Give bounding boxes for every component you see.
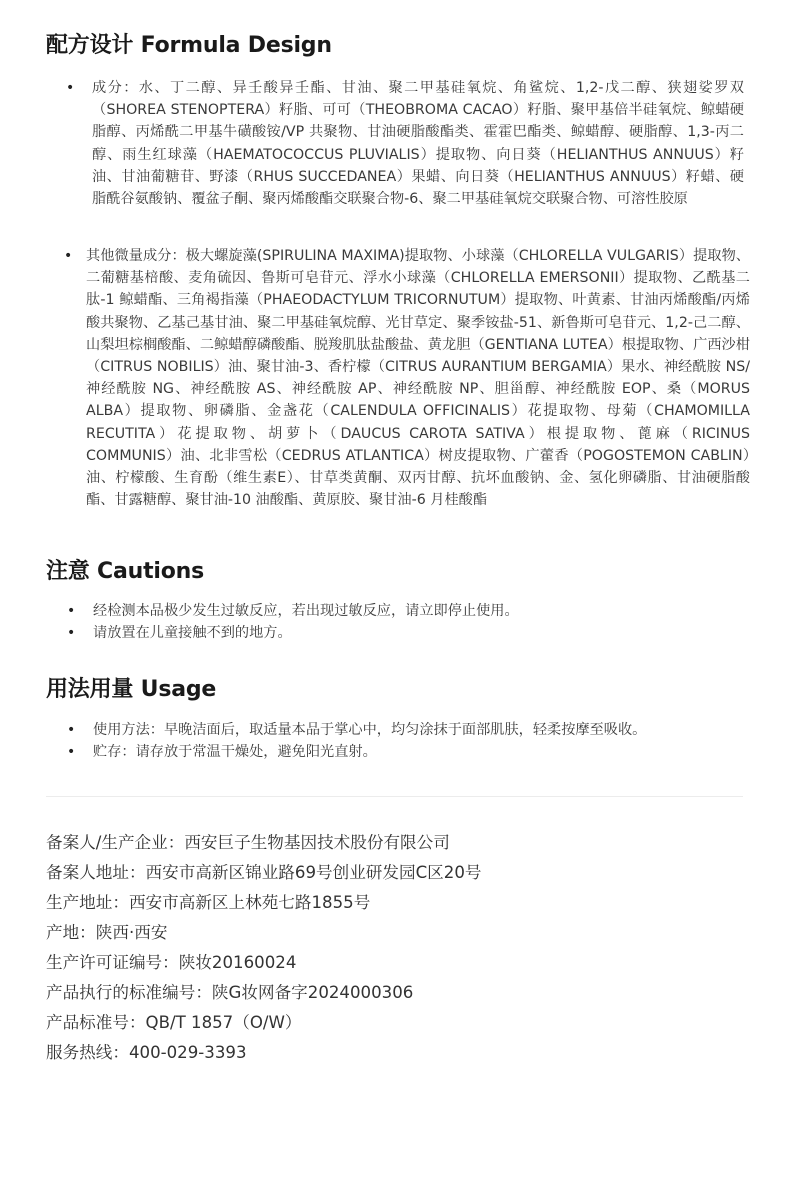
bullet-dot: • bbox=[67, 625, 76, 641]
bullet-dot: • bbox=[67, 722, 76, 738]
caution-item bbox=[67, 622, 743, 644]
info-registrant-address: 备案人地址：西安市高新区锦业路69号创业研发园C区20号 bbox=[46, 863, 482, 882]
info-service-hotline: 服务热线：400-029-3393 bbox=[46, 1043, 247, 1062]
info-registrant: 备案人/生产企业：西安巨子生物基因技术股份有限公司 bbox=[46, 833, 450, 852]
usage-item bbox=[67, 719, 743, 741]
formula-trace-ingredients-item bbox=[64, 245, 750, 511]
bullet-dot: • bbox=[64, 248, 73, 264]
caution-text: 经检测本品极少发生过敏反应，若出现过敏反应，请立即停止使用。 bbox=[93, 603, 519, 619]
usage-section-title: 用法用量 Usage bbox=[46, 677, 217, 702]
info-origin: 产地：陕西·西安 bbox=[46, 923, 168, 942]
formula-ingredients-item bbox=[66, 77, 744, 210]
formula-ingredients-text: 成分：水、丁二醇、异壬酸异壬酯、甘油、聚二甲基硅氧烷、角鲨烷、1,2-戊二醇、狭翅娑罗双（SHOREA STENOPTERA）籽脂、可可（THEOBROMA CACAO）籽脂、聚甲基倍半硅氧烷、鲸蜡硬脂醇、丙烯酰二甲基牛磺酸铵/VP 共聚物、甘油硬脂酸酯类、霍霍巴酯类、鲸蜡醇、硬脂醇、1,3-丙二醇、雨生红球藻（HAEMATOCOCCUS PLUVIALIS）提取物、向日葵（HELIANTHUS ANNUUS）籽油、甘油葡糖苷、野漆（RHUS SUCCEDANEA）果蜡、向日葵（HELIANTHUS ANNUUS）籽蜡、硬脂酰谷氨酸钠、覆盆子酮、聚丙烯酸酯交联聚合物-6、聚二甲基硅氧烷交联聚合物、可溶性胶原 bbox=[92, 80, 744, 208]
usage-item bbox=[67, 741, 743, 763]
formula-trace-ingredients-text: 其他微量成分：极大螺旋藻(SPIRULINA MAXIMA)提取物、小球藻（CHLORELLA VULGARIS）提取物、二葡糖基棓酸、麦角硫因、鲁斯可皂苷元、浮水小球藻（CHLORELLA EMERSONII）提取物、乙酰基二肽-1 鲸蜡酯、三角褐指藻（PHAEODACTYLUM TRICORNUTUM）提取物、叶黄素、甘油丙烯酸酯/丙烯酸共聚物、乙基己基甘油、聚二甲基硅氧烷醇、光甘草定、聚季铵盐-51、新鲁斯可皂苷元、1,2-己二醇、山梨坦棕榈酸酯、二鲸蜡醇磷酸酯、脱羧肌肽盐酸盐、黄龙胆（GENTIANA LUTEA）根提取物、广西沙柑（CITRUS NOBILIS）油、聚甘油-3、香柠檬（CITRUS AURANTIUM BERGAMIA）果水、神经酰胺 NS/神经酰胺 NG、神经酰胺 AS、神经酰胺 AP、神经酰胺 NP、胆甾醇、神经酰胺 EOP、桑（MORUS ALBA）提取物、卵磷脂、金盏花（CALENDULA OFFICINALIS）花提取物、母菊（CHAMOMILLA RECUTITA）花提取物、胡萝卜（DAUCUS CAROTA SATIVA）根提取物、蓖麻（RICINUS COMMUNIS）油、北非雪松（CEDRUS ATLANTICA）树皮提取物、广藿香（POGOSTEMON CABLIN）油、柠檬酸、生育酚（维生素E）、甘草类黄酮、双丙甘醇、抗坏血酸钠、金、氢化卵磷脂、甘油硬脂酸酯、甘露糖醇、聚甘油-10 油酸酯、黄原胶、聚甘油-6 月桂酸酯 bbox=[86, 248, 750, 509]
cautions-section-title: 注意 Cautions bbox=[46, 559, 205, 584]
usage-storage-text: 贮存：请存放于常温干燥处，避免阳光直射。 bbox=[93, 744, 377, 760]
bullet-dot: • bbox=[67, 744, 76, 760]
section-divider bbox=[46, 796, 743, 797]
info-production-address: 生产地址：西安市高新区上林苑七路1855号 bbox=[46, 893, 371, 912]
caution-text: 请放置在儿童接触不到的地方。 bbox=[93, 625, 292, 641]
bullet-dot: • bbox=[66, 80, 75, 96]
info-standard-filing-number: 产品执行的标准编号：陕G妆网备字2024000306 bbox=[46, 983, 414, 1002]
usage-method-text: 使用方法：早晚洁面后，取适量本品于掌心中，均匀涂抹于面部肌肤，轻柔按摩至吸收。 bbox=[93, 722, 647, 738]
info-license-number: 生产许可证编号：陕妆20160024 bbox=[46, 953, 297, 972]
caution-item bbox=[67, 600, 743, 622]
info-product-standard: 产品标准号：QB/T 1857（O/W） bbox=[46, 1013, 302, 1032]
bullet-dot: • bbox=[67, 603, 76, 619]
formula-section-title: 配方设计 Formula Design bbox=[46, 33, 332, 58]
